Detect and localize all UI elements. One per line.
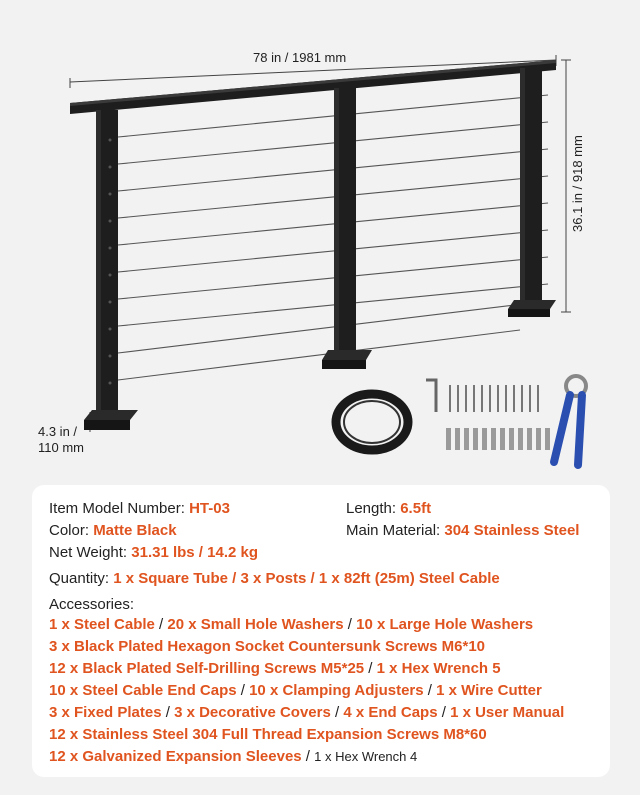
base-dimension [38,412,90,455]
material-value: 304 Stainless Steel [444,522,580,539]
accessory-item: 3 x Decorative Covers [174,704,331,721]
accessory-item: 3 x Fixed Plates [49,704,162,721]
wire-cutter-icon [554,376,586,465]
cable-coil-icon [336,394,408,450]
net-weight-value: 31.31 lbs / 14.2 kg [131,544,259,561]
accessories-line-1: 1 x Steel Cable / 20 x Small Hole Washers / 10 x Large Hole Washers [49,616,534,633]
expansion-sleeves-icon [446,428,550,450]
material-row [346,521,579,541]
model-number-value: HT-03 [189,500,230,517]
accessories-line-6 [49,725,487,745]
base-dimension-line2: 110 mm [38,440,84,455]
accessory-item: 1 x Steel Cable [49,616,155,633]
left-post [84,110,138,430]
model-number-row [49,499,230,519]
accessories-line-3: 12 x Black Plated Self-Drilling Screws M5*25 / 1 x Hex Wrench 5 [49,660,501,677]
length-label: Length: [346,500,397,517]
accessory-item: 12 x Galvanized Expansion Sleeves [49,748,302,765]
accessories-heading: Accessories: [49,596,135,613]
accessory-item: 3 x Black Plated Hexagon Socket Countersunk Screws M6*10 [49,638,486,655]
accessory-item: 10 x Steel Cable End Caps [49,682,237,699]
height-dimension-label: 36.1 in / 918 mm [570,135,585,232]
accessory-item: 1 x Hex Wrench 5 [376,660,501,677]
net-weight-row [49,543,258,563]
quantity-row [49,569,500,589]
hex-wrench-icon [426,380,436,412]
accessory-item: 12 x Stainless Steel 304 Full Thread Expansion Screws M8*60 [49,726,487,743]
height-dimension [561,60,585,312]
accessory-item: 10 x Large Hole Washers [356,616,534,633]
accessory-item: 20 x Small Hole Washers [167,616,344,633]
screws-icon [450,385,538,412]
steel-cables [118,95,548,380]
color-value: Matte Black [93,522,177,539]
accessories-line-2 [49,637,485,657]
accessories-line-5: 3 x Fixed Plates / 3 x Decorative Covers / 4 x End Caps / 1 x User Manual [49,704,565,721]
accessory-item: 1 x Wire Cutter [436,682,542,699]
width-dimension-label: 78 in / 1981 mm [253,50,347,65]
accessory-item: 4 x End Caps [343,704,438,721]
length-row [346,499,431,519]
quantity-label: Quantity: [49,570,110,587]
middle-post [322,88,372,369]
accessories-line-4: 10 x Steel Cable End Caps / 10 x Clamping Adjusters / 1 x Wire Cutter [49,682,542,699]
accessory-item: 10 x Clamping Adjusters [249,682,424,699]
accessories-line-7: 12 x Galvanized Expansion Sleeves / 1 x Hex Wrench 4 [49,748,418,765]
accessory-item: 1 x Hex Wrench 4 [314,749,418,764]
model-number-label: Item Model Number: [49,500,185,517]
accessory-item: 12 x Black Plated Self-Drilling Screws M5*25 [49,660,365,677]
right-post [508,68,556,317]
material-label: Main Material: [346,522,441,539]
quantity-value: 1 x Square Tube / 3 x Posts / 1 x 82ft (25m) Steel Cable [113,570,500,587]
color-label: Color: [49,522,90,539]
length-value: 6.5ft [400,500,432,517]
net-weight-label: Net Weight: [49,544,128,561]
base-dimension-line1: 4.3 in / [38,424,78,439]
color-row [49,521,177,541]
specifications-card [32,485,610,777]
top-rail [70,60,556,114]
accessory-item: 1 x User Manual [450,704,565,721]
